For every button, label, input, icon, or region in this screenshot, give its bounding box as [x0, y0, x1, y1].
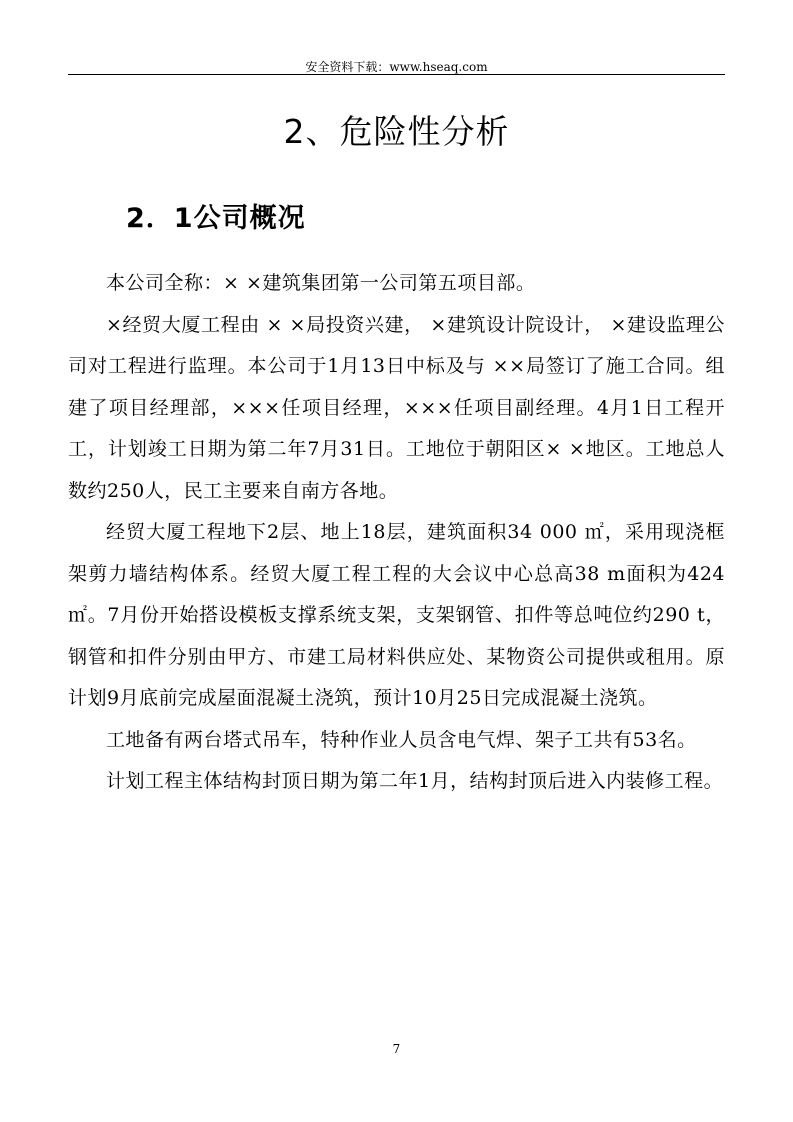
paragraph: ×经贸大厦工程由 × ×局投资兴建， ×建筑设计院设计， ×建设监理公司对工程进行监理。本公司于1月13日中标及与 ××局签订了施工合同。组建了项目经理部，×××任项目经理，×××任项目副经理。4月1日工程开工，计划竣工日期为第二年7月31日。工地位于朝阳区× ×地区。工地总人数约250人，民工主要来自南方各地。 [68, 313, 725, 502]
paragraph: 经贸大厦工程地下2层、地上18层，建筑面积34 000 ㎡，采用现浇框架剪力墙结构体系。经贸大厦工程工程的大会议中心总高38 m面积为424 ㎡。7月份开始搭设模板支撑系统支架，支架钢管、扣件等总吨位约290 t，钢管和扣件分别由甲方、市建工局材料供应处、某物资公司提供或租用。原计划9月底前完成屋面混凝土浇筑，预计10月25日完成混凝土浇筑。 [68, 521, 725, 709]
paragraph: 工地备有两台塔式吊车，特种作业人员含电气焊、架子工共有53名。 [106, 728, 697, 751]
page-title: 2、危险性分析 [283, 112, 510, 151]
paragraph: 计划工程主体结构封顶日期为第二年1月，结构封顶后进入内装修工程。 [106, 770, 724, 792]
body-text [68, 263, 725, 803]
page-number: 7 [392, 1042, 401, 1056]
section-heading: 2．1公司概况 [126, 203, 306, 234]
header-divider [68, 74, 725, 75]
paragraph: 本公司全称：× ×建筑集团第一公司第五项目部。 [106, 272, 536, 294]
page-header: 安全资料下载：www.hseaq.com [305, 60, 488, 74]
